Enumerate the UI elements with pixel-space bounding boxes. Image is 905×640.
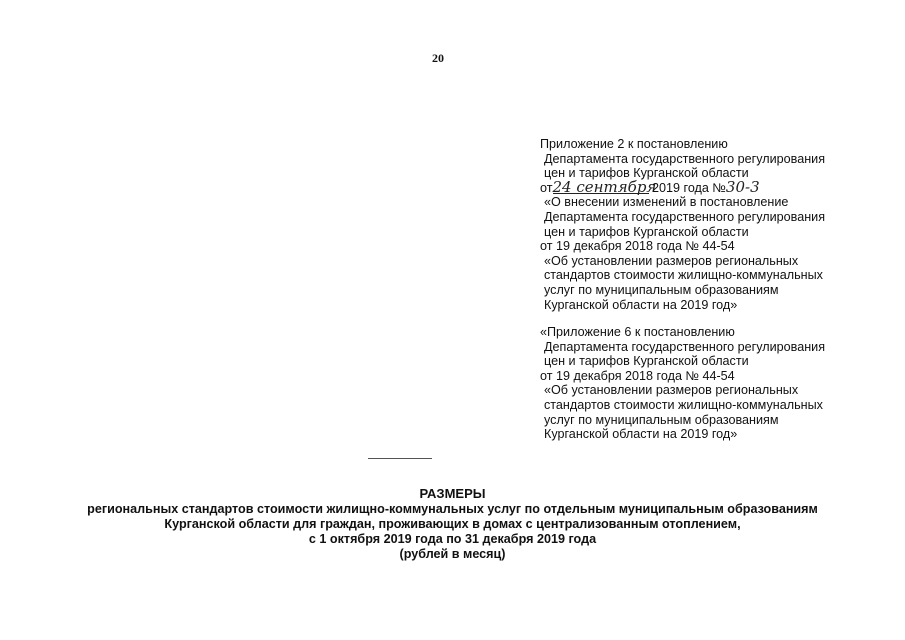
appendix-line: Департамента государственного регулирования [544, 339, 826, 354]
appendix-line: «Об установлении размеров региональных [544, 253, 799, 268]
handwritten-number: 30-3 [725, 177, 760, 196]
appendix-line: Департамента государственного регулирования [544, 209, 826, 224]
appendix-line: услуг по муниципальным образованиям [544, 282, 779, 297]
appendix-line: от 19 декабря 2018 года № 44-54 [540, 239, 735, 254]
title-line: Курганской области для граждан, проживающих в домах с централизованным отоплением, [164, 517, 741, 531]
appendix-line: «Приложение 6 к постановлению [540, 325, 735, 339]
year-text: 2019 года № [652, 180, 726, 195]
appendix-header-block [540, 137, 825, 312]
appendix-line: стандартов стоимости жилищно-коммунальных [544, 268, 823, 283]
appendix-line: Курганской области на 2019 год» [544, 427, 738, 442]
title-line: с 1 октября 2019 года по 31 декабря 2019 года [308, 532, 597, 546]
title-units: (рублей в месяц) [399, 547, 506, 561]
appendix-line: цен и тарифов Курганской области [544, 166, 749, 181]
appendix-line: Департамента государственного регулирования [544, 151, 826, 166]
appendix-line: «Об установлении размеров региональных [544, 383, 799, 398]
title-line: региональных стандартов стоимости жилищно-коммунальных услуг по отдельным муниципальным образованиям [87, 502, 818, 516]
appendix-line: от 19 декабря 2018 года № 44-54 [540, 368, 735, 383]
handwritten-date: 24 сентября [552, 177, 657, 196]
appendix-date-line [540, 177, 825, 196]
document-title [0, 486, 905, 562]
appendix-line: Приложение 2 к постановлению [540, 137, 728, 151]
title-main: РАЗМЕРЫ [419, 486, 486, 501]
appendix-line: услуг по муниципальным образованиям [544, 412, 779, 427]
page-number: 20 [432, 51, 444, 65]
appendix-6-block [540, 325, 825, 442]
date-prefix: от [540, 180, 553, 195]
appendix-line: «О внесении изменений в постановление [544, 195, 789, 210]
appendix-line: Курганской области на 2019 год» [544, 297, 738, 312]
appendix-line: цен и тарифов Курганской области [544, 224, 749, 239]
appendix-line: цен и тарифов Курганской области [544, 354, 749, 369]
separator-line [368, 458, 432, 459]
appendix-line: стандартов стоимости жилищно-коммунальных [544, 397, 823, 412]
